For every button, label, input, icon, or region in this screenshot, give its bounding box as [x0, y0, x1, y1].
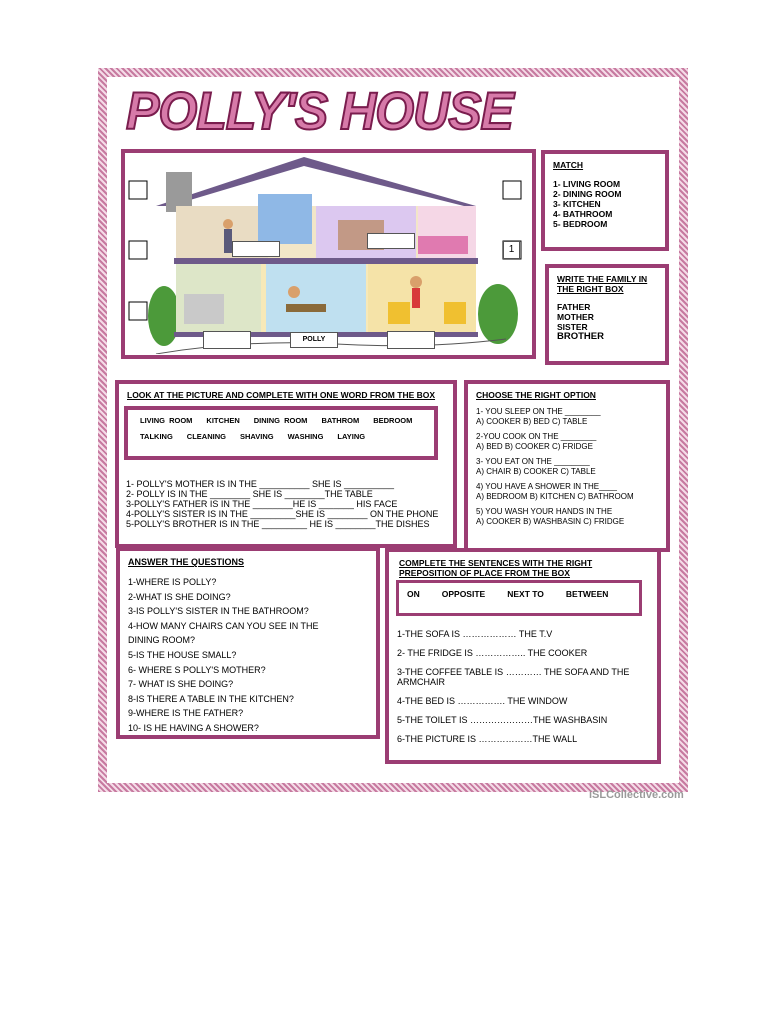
sentence: 1- POLLY'S MOTHER IS IN THE __________ SHE IS __________	[126, 479, 395, 489]
preposition-sentence: 1-THE SOFA IS ……………… THE T.V	[397, 629, 553, 639]
polly-label	[290, 332, 338, 348]
family-box	[545, 264, 669, 365]
word: LIVING ROOM	[140, 416, 193, 425]
preposition-words	[407, 589, 631, 599]
preposition-sentences	[397, 629, 647, 744]
watermark: iSLCollective.com	[589, 789, 684, 801]
answer-box	[116, 547, 380, 739]
word-box	[124, 406, 438, 460]
house-illustration	[126, 154, 531, 354]
choose-question: 5) YOU WASH YOUR HANDS IN THE	[476, 507, 613, 516]
answer-question: 4-HOW MANY CHAIRS CAN YOU SEE IN THE	[128, 620, 319, 631]
word: LAYING	[337, 432, 366, 441]
preposition-word: ON	[407, 589, 420, 599]
choose-heading: CHOOSE THE RIGHT OPTION	[476, 390, 596, 400]
match-box	[541, 150, 669, 251]
word-row-1	[140, 416, 422, 426]
word: KITCHEN	[206, 416, 240, 425]
choose-question: 2-YOU COOK ON THE ________	[476, 432, 597, 441]
answer-question: 2-WHAT IS SHE DOING?	[128, 591, 231, 602]
answer-question: 10- IS HE HAVING A SHOWER?	[128, 722, 259, 733]
choose-box	[464, 380, 670, 552]
preposition-sentence: 6-THE PICTURE IS ………………THE WALL	[397, 734, 578, 744]
word: SHAVING	[239, 432, 274, 441]
choose-question: 3- YOU EAT ON THE ________	[476, 457, 590, 466]
label-box-3[interactable]	[203, 331, 251, 349]
word-row-2	[140, 432, 422, 442]
word: BATHROM	[321, 416, 360, 425]
match-heading: MATCH	[553, 160, 584, 170]
preposition-sentence: 3-THE COFFEE TABLE IS ………… THE SOFA AND THE ARMCHAIR	[397, 667, 630, 687]
answer-question: DINING ROOM?	[128, 635, 196, 646]
page-title: POLLY'S HOUSE	[126, 81, 513, 141]
choose-options: A) COOKER B) BED C) TABLE	[476, 417, 588, 426]
complete-heading: LOOK AT THE PICTURE AND COMPLETE WITH ONE WORD FROM THE BOX	[127, 390, 436, 400]
family-heading: WRITE THE FAMILY IN THE RIGHT BOX	[557, 274, 648, 294]
choose-options: A) BED B) COOKER C) FRIDGE	[476, 442, 593, 451]
sentence: 2- POLLY IS IN THE ________ SHE IS ________THE TABLE	[126, 489, 373, 499]
choose-question: 4) YOU HAVE A SHOWER IN THE____	[476, 482, 617, 491]
word: WASHING	[287, 432, 324, 441]
family-item: BROTHER	[557, 331, 604, 342]
match-item: 2- DINING ROOM	[553, 189, 622, 199]
family-item: SISTER	[557, 322, 588, 332]
sentence: 4-POLLY'S SISTER IS IN THE _________SHE IS ________ ON THE PHONE	[126, 509, 439, 519]
word: DINING ROOM	[253, 416, 308, 425]
family-item: FATHER	[557, 302, 591, 312]
answer-heading: ANSWER THE QUESTIONS	[128, 557, 245, 567]
preposition-sentence: 2- THE FRIDGE IS …………….. THE COOKER	[397, 648, 588, 658]
preposition-word: NEXT TO	[507, 589, 544, 599]
preposition-heading: COMPLETE THE SENTENCES WITH THE RIGHT PREPOSITION OF PLACE FROM THE BOX	[399, 558, 593, 578]
number-box	[503, 241, 520, 259]
word: CLEANING	[186, 432, 226, 441]
match-item: 4- BATHROOM	[553, 209, 613, 219]
preposition-word: BETWEEN	[565, 589, 609, 599]
answer-question: 9-WHERE IS THE FATHER?	[128, 708, 244, 719]
sentence: 3-POLLY'S FATHER IS IN THE ________HE IS _______ HIS FACE	[126, 499, 398, 509]
choose-options: A) COOKER B) WASHBASIN C) FRIDGE	[476, 517, 625, 526]
answer-question: 7- WHAT IS SHE DOING?	[128, 679, 234, 690]
answer-question: 1-WHERE IS POLLY?	[128, 577, 217, 587]
number-label: 1	[508, 244, 515, 255]
sentence: 5-POLLY'S BROTHER IS IN THE _________ HE IS ________THE DISHES	[126, 519, 430, 529]
choose-options: A) CHAIR B) COOKER C) TABLE	[476, 467, 596, 476]
preposition-word: OPPOSITE	[441, 589, 486, 599]
match-item: 1- LIVING ROOM	[553, 179, 621, 189]
complete-sentences	[126, 479, 446, 529]
answer-question: 5-IS THE HOUSE SMALL?	[128, 649, 237, 660]
preposition-sentence: 5-THE TOILET IS …………………THE WASHBASIN	[397, 715, 608, 725]
family-item: MOTHER	[557, 312, 594, 322]
preposition-sentence: 4-THE BED IS ……………. THE WINDOW	[397, 696, 568, 706]
word: BEDROOM	[373, 416, 413, 425]
answer-question: 8-IS THERE A TABLE IN THE KITCHEN?	[128, 693, 294, 704]
match-item: 3- KITCHEN	[553, 199, 601, 209]
label-box-2[interactable]	[367, 233, 415, 249]
answer-question: 3-IS POLLY'S SISTER IN THE BATHROOM?	[128, 606, 309, 617]
word: TALKING	[140, 432, 173, 441]
preposition-word-box	[396, 580, 642, 616]
polly-label-text: POLLY	[302, 336, 326, 343]
match-item: 5- BEDROOM	[553, 219, 608, 229]
choose-options: A) BEDROOM B) KITCHEN C) BATHROOM	[476, 492, 634, 501]
label-box-1[interactable]	[232, 241, 280, 257]
answer-question: 6- WHERE S POLLY'S MOTHER?	[128, 664, 266, 675]
label-box-4[interactable]	[387, 331, 435, 349]
choose-question: 1- YOU SLEEP ON THE ________	[476, 407, 601, 416]
